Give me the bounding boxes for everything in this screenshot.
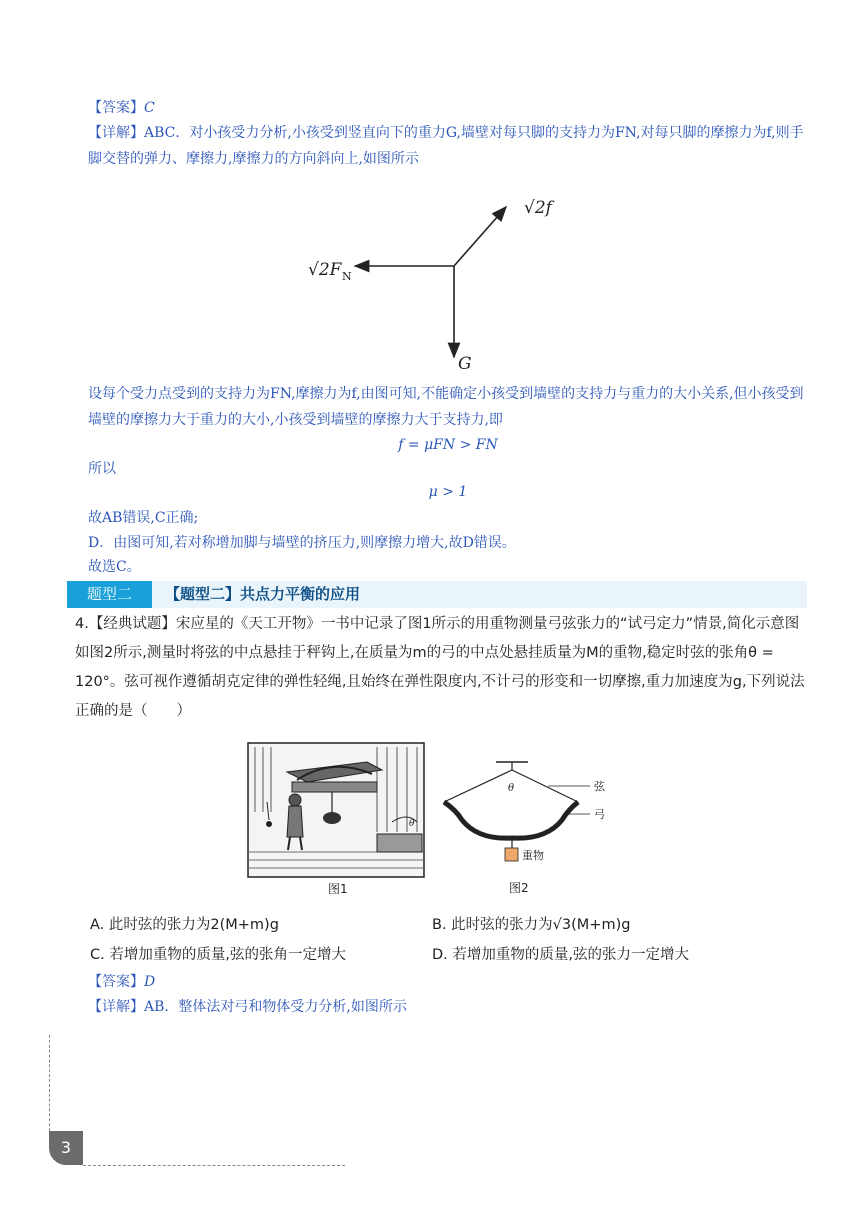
answer-label: 【答案】 xyxy=(88,100,144,116)
option-c[interactable]: C. 若增加重物的质量,弦的张角一定增大 xyxy=(90,947,346,963)
so-line: 所以 xyxy=(88,461,116,477)
answer-value-2: D xyxy=(144,974,156,990)
equation-2: μ > 1 xyxy=(428,484,468,500)
label-friction: √2f xyxy=(524,198,552,218)
section-tag: 题型二 xyxy=(67,581,152,608)
conclusion-d: D．由图可知,若对称增加脚与墙壁的挤压力,则摩擦力增大,故D错误。 xyxy=(88,535,516,551)
fig2-theta: θ xyxy=(508,783,515,794)
answer-line xyxy=(88,98,155,118)
page-number: 3 xyxy=(49,1131,83,1165)
detail-line-2 xyxy=(88,997,407,1017)
answer-line-2 xyxy=(88,972,155,992)
label-gravity: G xyxy=(458,354,472,374)
label-normal: √2F xyxy=(308,260,342,280)
figure-2-schematic xyxy=(438,750,618,875)
conclusion-ab: 故AB错误,C正确; xyxy=(88,510,199,526)
answer-label-2: 【答案】 xyxy=(88,974,144,990)
fig1-theta: θ xyxy=(409,819,415,829)
figure-1-caption: 图1 xyxy=(328,882,348,896)
detail-paragraph xyxy=(88,120,808,172)
section-banner xyxy=(67,581,807,608)
force-diagram xyxy=(300,185,580,380)
question-text: 4.【经典试题】宋应星的《天工开物》一书中记录了图1所示的用重物测量弓弦张力的“试弓定力”情景,简化示意图如图2所示,测量时将弦的中点悬挂于秤钩上,在质量为m的弓的中点处悬挂质量为M的重物,稳定时弦的张角θ = 120°。弦可视作遵循胡克定律的弹性轻绳,且始终在弹性限度内,不计弓的形变和一切摩擦,重力加速度为g,下列说法正确的是（ ） xyxy=(75,616,805,719)
analysis-paragraph: 设每个受力点受到的支持力为FN,摩擦力为f,由图可知,不能确定小孩受到墙壁的支持力与重力的大小关系,但小孩受到墙壁的摩擦力大于重力的大小,小孩受到墙壁的摩擦力大于支持力,即 xyxy=(88,386,804,428)
detail-label: 【详解】 xyxy=(88,125,144,141)
figure-1-woodcut xyxy=(247,742,425,878)
detail-text-2: AB．整体法对弓和物体受力分析,如图所示 xyxy=(144,999,407,1015)
friction-arrow xyxy=(454,207,506,266)
option-d[interactable]: D. 若增加重物的质量,弦的张力一定增大 xyxy=(432,947,689,963)
footer-dashed-line xyxy=(83,1165,345,1166)
option-b[interactable]: B. 此时弦的张力为√3(M+m)g xyxy=(432,917,631,933)
answer-value: C xyxy=(144,100,155,116)
label-weight: 重物 xyxy=(522,849,544,862)
figure-2-caption: 图2 xyxy=(509,881,529,895)
label-string: 弦 xyxy=(594,780,605,793)
final-choice: 故选C。 xyxy=(88,559,141,575)
option-a[interactable]: A. 此时弦的张力为2(M+m)g xyxy=(90,917,279,933)
equation-1: f = μFN > FN xyxy=(398,437,498,453)
detail-text: ABC．对小孩受力分析,小孩受到竖直向下的重力G,墙壁对每只脚的支持力为FN,对每只脚的摩擦力为f,则手脚交替的弹力、摩擦力,摩擦力的方向斜向上,如图所示 xyxy=(88,125,804,167)
label-normal-sub: N xyxy=(342,270,352,283)
label-bow: 弓 xyxy=(594,808,605,821)
detail-label-2: 【详解】 xyxy=(88,999,144,1015)
margin-dashed-line xyxy=(49,1035,50,1131)
section-title: 【题型二】共点力平衡的应用 xyxy=(165,585,361,603)
